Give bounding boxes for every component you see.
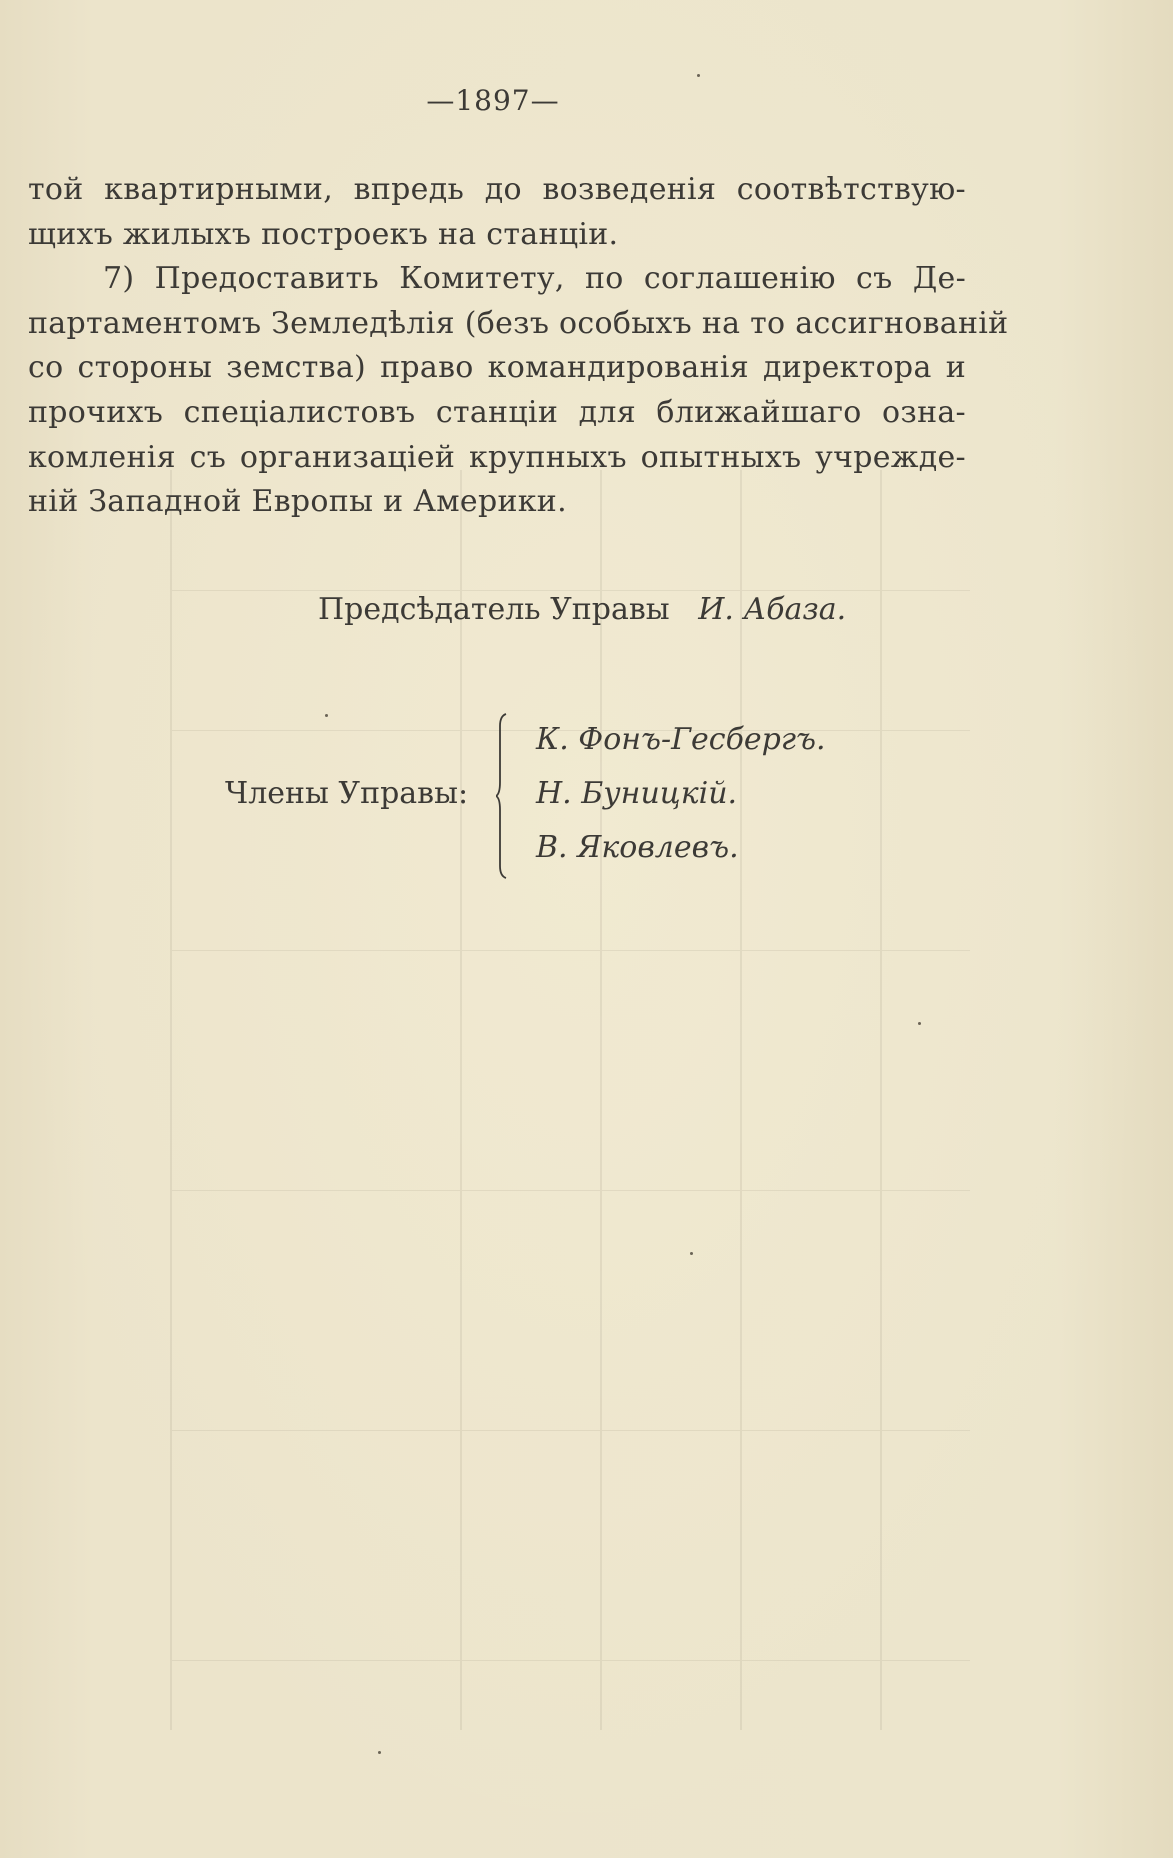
- item-7-line: со стороны земства) право командированія директора и: [28, 350, 966, 386]
- member-name: К. Фонъ-Гесбергъ.: [536, 722, 826, 757]
- chairman-title: Предсѣдатель Управы: [318, 592, 670, 627]
- item-7-line: партаментомъ Земледѣлія (безъ особыхъ на то ассигнованій: [28, 305, 1009, 341]
- paper-speck: [918, 1022, 921, 1025]
- body-text: [28, 168, 1009, 525]
- member-name: В. Яковлевъ.: [536, 830, 739, 865]
- paper-speck: [690, 1252, 693, 1255]
- paper-speck: [697, 74, 700, 77]
- paragraph-line: той квартирными, впредь до возведенія соотвѣтствую-: [28, 172, 966, 207]
- curly-brace: [496, 712, 508, 880]
- reverse-side-bleed-through: [40, 470, 970, 1730]
- item-7-line: прочихъ спеціалистовъ станціи для ближайшаго озна-: [28, 394, 966, 430]
- page-number: —1897—: [426, 84, 560, 117]
- chairman-name: И. Абаза.: [698, 592, 847, 627]
- item-7-line: ній Западной Европы и Америки.: [28, 484, 567, 520]
- paper-speck: [325, 714, 328, 717]
- item-7-line: комленія съ организацiей крупныхъ опытныхъ учрежде-: [28, 439, 966, 475]
- member-name: Н. Буницкій.: [536, 776, 738, 811]
- paper-speck: [378, 1751, 381, 1754]
- chairman-signature: [318, 592, 846, 627]
- item-7-line: 7) Предоставить Комитету, по соглашенію съ Де-: [103, 261, 966, 297]
- paragraph-line: щихъ жилыхъ построекъ на станціи.: [28, 216, 619, 252]
- members-label: Члены Управы:: [225, 776, 469, 811]
